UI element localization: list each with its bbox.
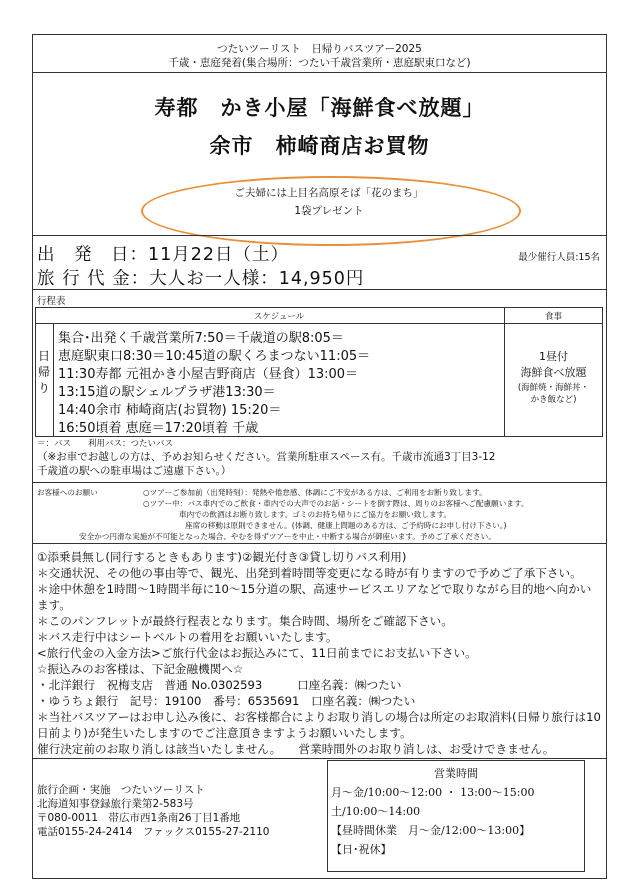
note-line: ＊このパンフレットが最終行程表となります。集合時間、場所をご確認下さい。 — [37, 614, 453, 628]
note-line: 催行決定前のお取り消しは該当いたしません。 営業時間外のお取り消しは、お受けできません。 — [37, 742, 555, 756]
bank-account-yucho: ・ゆうちょ銀行 記号：19100 番号：6535691 口座名義：㈱つたい — [37, 694, 416, 708]
bus-legend: ＝：バス 利用バス：つたいバス — [37, 439, 174, 449]
note-line: ①添乗員無し(同行するときもあります)②観光付き③貸し切りバス利用) — [37, 550, 407, 564]
note-line: 日前より)が発生いたしますのでご注意頂きますようお願いいたします。 — [37, 726, 412, 740]
tour-title-main: 寿都 かき小屋「海鮮食べ放題」 — [154, 96, 485, 120]
request-line: ○ツアーご参加前（出発時刻）：発熱や倦怠感、体調にご不安がある方は、ご利用をお断り致します。 — [143, 488, 487, 497]
business-hours-line: 月～金/10:00～12:00 ・ 13:00～15:00 — [331, 786, 535, 799]
divider — [33, 72, 606, 73]
requests-label: お客様へのお願い — [37, 488, 98, 497]
schedule-line: 恵庭駅東口8:30＝10:45道の駅くろまつない11:05＝ — [58, 349, 371, 364]
request-line: 車内での飲酒はお断り致します。ゴミのお持ち帰りにご協力をお願い致します。 — [179, 510, 452, 519]
company-phone: 電話0155-24-2414 ファックス0155-27-2110 — [37, 826, 270, 838]
divider — [33, 235, 606, 236]
schedule-line: 11:30寿都 元祖かき小屋吉野商店（昼食）13:00＝ — [58, 367, 359, 382]
day-column-divider — [53, 323, 54, 436]
divider — [33, 543, 606, 544]
schedule-header: スケジュール — [253, 312, 305, 322]
access-note: （※お車でお越しの方は、予めお知らせください。営業所駐車スペース有。千歳市流通3丁目3-12 — [37, 451, 496, 463]
business-hours-line: 土/10:00～14:00 — [331, 805, 421, 818]
general-notes — [37, 549, 601, 757]
business-hours-title: 営業時間 — [434, 767, 478, 780]
company-address: 〒080-0011 帯広市西1条南26丁目1番地 — [37, 812, 241, 824]
note-line: ☆振込みのお客様は、下記金融機関へ☆ — [37, 662, 244, 676]
departure-value: 11月22日（土） — [148, 245, 290, 265]
note-line: ＊当社バスツアーはお申し込み後に、お客様都合によりお取り消しの場合は所定のお取消料(日帰り旅行は10 — [37, 710, 601, 724]
tour-price — [37, 265, 364, 290]
departure-label: 出 発 日： — [37, 245, 148, 265]
price-label: 旅 行 代 金： — [37, 269, 150, 289]
tour-title-sub: 余市 柿崎商店お買物 — [209, 134, 430, 158]
meal-detail: かき飯など) — [530, 395, 577, 405]
divider — [33, 758, 606, 759]
access-note: 千歳道の駅への駐車場はご遠慮下さい。） — [37, 465, 232, 477]
business-hours-line: 【昼時間休業 月～金/12:00～13:00】 — [331, 824, 531, 837]
business-hours-line: 【日･祝休】 — [331, 843, 392, 856]
meal-detail: (海鮮焼・海鮮丼・ — [517, 383, 590, 393]
divider — [33, 482, 606, 483]
request-line: ○ツアー中：バス車内でのご飲食・車内での大声でのお話・シートを倒す際は、周りのお客様へご配慮願います。 — [143, 499, 529, 508]
bank-account-hokuyo: ・北洋銀行 祝梅支店 普通 No.0302593 口座名義：㈱つたい — [37, 678, 402, 692]
flyer-frame — [32, 34, 607, 879]
itinerary-section-label: 行程表 — [37, 296, 66, 307]
present-line2: 1袋プレゼント — [294, 205, 364, 217]
business-hours-box — [327, 760, 585, 872]
note-line: ＊交通状況、その他の事由等で、観光、出発到着時間等変更になる時が有りますので予めご了承下さい。 — [37, 566, 582, 580]
meal-name: 海鮮食べ放題 — [520, 366, 587, 379]
request-line: 安全かつ円滑な実施が不可能となった場合、やむを得ずツアーを中止・中断する場合が御座います。予めご了承ください。 — [79, 532, 496, 541]
schedule-line: 16:50頃着 恵庭＝17:20頃着 千歳 — [58, 421, 259, 436]
tour-series-header: つたいツーリスト 日帰りバスツアー2025 — [217, 43, 422, 55]
note-line: ます。 — [37, 598, 71, 612]
company-info — [37, 783, 269, 839]
note-line: ＊途中休憩を1時間～1時間半毎に10～15分道の駅、高速サービスエリアなどで取りながら目的地へ向かい — [37, 582, 592, 596]
schedule-line: 14:40余市 柿崎商店(お買物) 15:20＝ — [58, 403, 282, 418]
schedule-line: 集合･出発く千歳営業所7:50＝千歳道の駅8:05＝ — [58, 331, 344, 346]
price-value: 大人お一人様：14,950円 — [149, 269, 365, 289]
schedule-line: 13:15道の駅シェルプラザ港13:30＝ — [58, 385, 276, 400]
note-line: <旅行代金の入金方法>ご旅行代金はお振込みにて、11日前までにお支払い下さい。 — [37, 646, 477, 660]
day-trip-label: 日帰り — [38, 349, 51, 395]
divider — [33, 289, 606, 290]
note-line: ＊バス走行中はシートベルトの着用をお願いいたします。 — [37, 630, 338, 644]
company-name: 旅行企画・実施 つたいツーリスト — [37, 784, 205, 796]
departure-date — [37, 241, 289, 266]
itinerary-table — [35, 307, 603, 437]
meal-label: 1昼付 — [539, 350, 568, 363]
request-line: 座席の移動は原則できません。(体調、健康上問題のある方は、ご予約時にお申し付け下さい。) — [185, 521, 507, 530]
meeting-place-header: 千歳・恵庭発着(集合場所：つたい千歳営業所・恵庭駅東口など) — [168, 57, 471, 69]
table-header-divider — [36, 323, 602, 324]
meal-header: 食事 — [544, 312, 562, 322]
company-license: 北海道知事登録旅行業第2-583号 — [37, 798, 194, 810]
min-participants: 最少催行人員:15名 — [518, 252, 600, 263]
present-line1: ご夫婦には上目名高原そば「花のまち」 — [234, 187, 424, 199]
